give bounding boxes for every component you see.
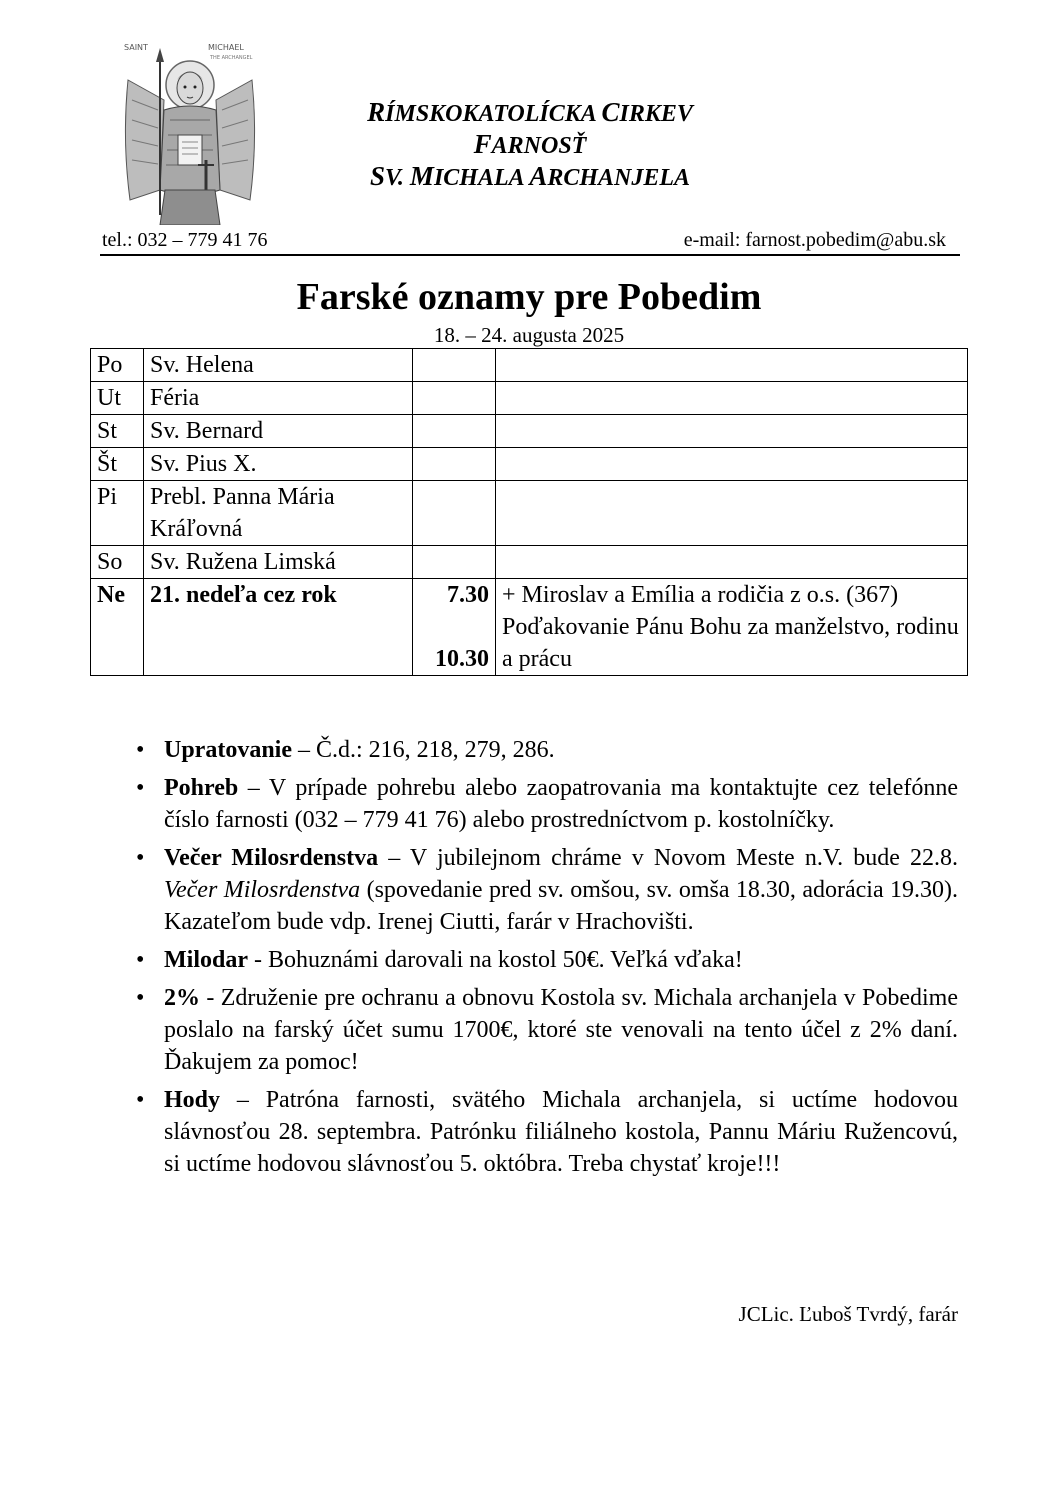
announcement-separator: –: [220, 1087, 266, 1113]
schedule-times: [413, 579, 496, 676]
mass-time: 10.30: [435, 646, 489, 672]
mass-intention: + Miroslav a Emília a rodičia z o.s. (367): [502, 582, 899, 608]
announcement-item: [120, 772, 958, 836]
schedule-row: [91, 546, 968, 579]
announcement-item: [120, 1084, 958, 1180]
schedule-row: [91, 481, 968, 546]
mass-time: 7.30: [447, 582, 489, 608]
org-line-2: FARNOSŤ: [473, 129, 587, 159]
schedule-saint: Féria: [144, 382, 413, 415]
schedule-saint: 21. nedeľa cez rok: [144, 579, 413, 676]
phone-number: tel.: 032 – 779 41 76: [102, 229, 268, 251]
bullet-icon: •: [136, 775, 145, 801]
schedule-intentions: [496, 546, 968, 579]
announcement-title: Upratovanie: [164, 737, 292, 763]
announcement-text: Bohuznámi darovali na kostol 50€. Veľká vďaka!: [268, 947, 743, 973]
page-title: Farské oznamy pre Pobedim: [296, 276, 762, 318]
saint-michael-icon: [120, 40, 260, 225]
org-line-1: RÍMSKOKATOLÍCKA CIRKEV: [367, 97, 693, 127]
announcement-separator: –: [378, 845, 410, 871]
schedule-day: St: [91, 415, 144, 448]
schedule-saint: Sv. Bernard: [144, 415, 413, 448]
schedule-day: Pi: [91, 481, 144, 546]
schedule-row: [91, 579, 968, 676]
bullet-icon: •: [136, 985, 145, 1011]
schedule-intentions: [496, 415, 968, 448]
announcement-separator: -: [200, 985, 221, 1011]
schedule-times: [413, 481, 496, 546]
announcements-list: [120, 734, 958, 1186]
schedule-saint: Sv. Helena: [144, 349, 413, 382]
announcement-text: V jubilejnom chráme v Novom Meste n.V. bude 22.8.: [409, 845, 958, 871]
schedule-times: [413, 349, 496, 382]
schedule-times: [413, 448, 496, 481]
announcement-separator: –: [238, 775, 269, 801]
announcement-item: [120, 734, 958, 766]
schedule-times: [413, 415, 496, 448]
announcement-item: [120, 842, 958, 938]
signature: JCLic. Ľuboš Tvrdý, farár: [738, 1302, 958, 1326]
schedule-intentions: [496, 349, 968, 382]
email-address: e-mail: farnost.pobedim@abu.sk: [683, 229, 946, 251]
schedule-day: So: [91, 546, 144, 579]
announcement-title: Milodar: [164, 947, 248, 973]
schedule-day: Št: [91, 448, 144, 481]
schedule-row: [91, 382, 968, 415]
announcement-title: Večer Milosrdenstva: [164, 845, 379, 871]
schedule-intentions: [496, 579, 968, 676]
org-line-3: SV. MICHALA ARCHANJELA: [369, 161, 691, 191]
icon-text-small: THE ARCHANGEL: [210, 55, 253, 61]
bullet-icon: •: [136, 1087, 145, 1113]
schedule-saint: Sv. Ružena Limská: [144, 546, 413, 579]
bullet-icon: •: [136, 845, 145, 871]
schedule-day: Ne: [91, 579, 144, 676]
schedule-row: [91, 415, 968, 448]
schedule-times: [413, 382, 496, 415]
announcement-item: [120, 982, 958, 1078]
schedule-day: Ut: [91, 382, 144, 415]
mass-schedule-table: [90, 348, 968, 676]
icon-text-left: SAINT: [124, 43, 148, 52]
bullet-icon: •: [136, 737, 145, 763]
schedule-day: Po: [91, 349, 144, 382]
announcement-text: Patróna farnosti, svätého Michala archanjela, si uctíme hodovou slávnosťou 28. septembra. Patrónku filiálneho kostola, Pannu Máriu Ružencovú, si uctíme hodovou slávnosťou 5. októbra. Treba chystať kroje!!!: [164, 1087, 958, 1177]
announcement-title: Hody: [164, 1087, 221, 1113]
schedule-intentions: [496, 448, 968, 481]
schedule-intentions: [496, 382, 968, 415]
schedule-saint: Prebl. Panna Mária Kráľovná: [144, 481, 413, 546]
icon-text-right: MICHAEL: [208, 43, 244, 52]
announcement-title: 2%: [164, 985, 200, 1011]
announcement-title: Pohreb: [164, 775, 239, 801]
mass-intention: Poďakovanie Pánu Bohu za manželstvo, rodinu a prácu: [502, 614, 959, 672]
bullet-icon: •: [136, 947, 145, 973]
announcement-separator: –: [292, 737, 316, 763]
announcement-text: (spovedanie pred sv. omšou, sv. omša 18.30, adorácia 19.30). Kazateľom bude vdp. Irenej Ciutti, farár v Hrachovišti.: [164, 877, 959, 935]
contact-line: [100, 226, 960, 256]
announcement-text: V prípade pohrebu alebo zaopatrovania ma kontaktujte cez telefónne číslo farnosti (032 – 779 41 76) alebo prostredníctvom p. kostolníčky.: [164, 775, 958, 833]
schedule-times: [413, 546, 496, 579]
schedule-saint: Sv. Pius X.: [144, 448, 413, 481]
announcement-separator: -: [248, 947, 268, 973]
schedule-intentions: [496, 481, 968, 546]
schedule-row: [91, 448, 968, 481]
schedule-row: [91, 349, 968, 382]
announcement-item: [120, 944, 958, 976]
announcement-italic: Večer Milosrdenstva: [164, 877, 361, 903]
date-range: 18. – 24. augusta 2025: [433, 323, 625, 347]
announcement-text: Č.d.: 216, 218, 279, 286.: [316, 737, 555, 763]
announcement-text: Združenie pre ochranu a obnovu Kostola sv. Michala archanjela v Pobedime poslalo na farský účet sumu 1700€, ktoré ste venovali na tento účel z 2% daní. Ďakujem za pomoc!: [164, 985, 958, 1075]
